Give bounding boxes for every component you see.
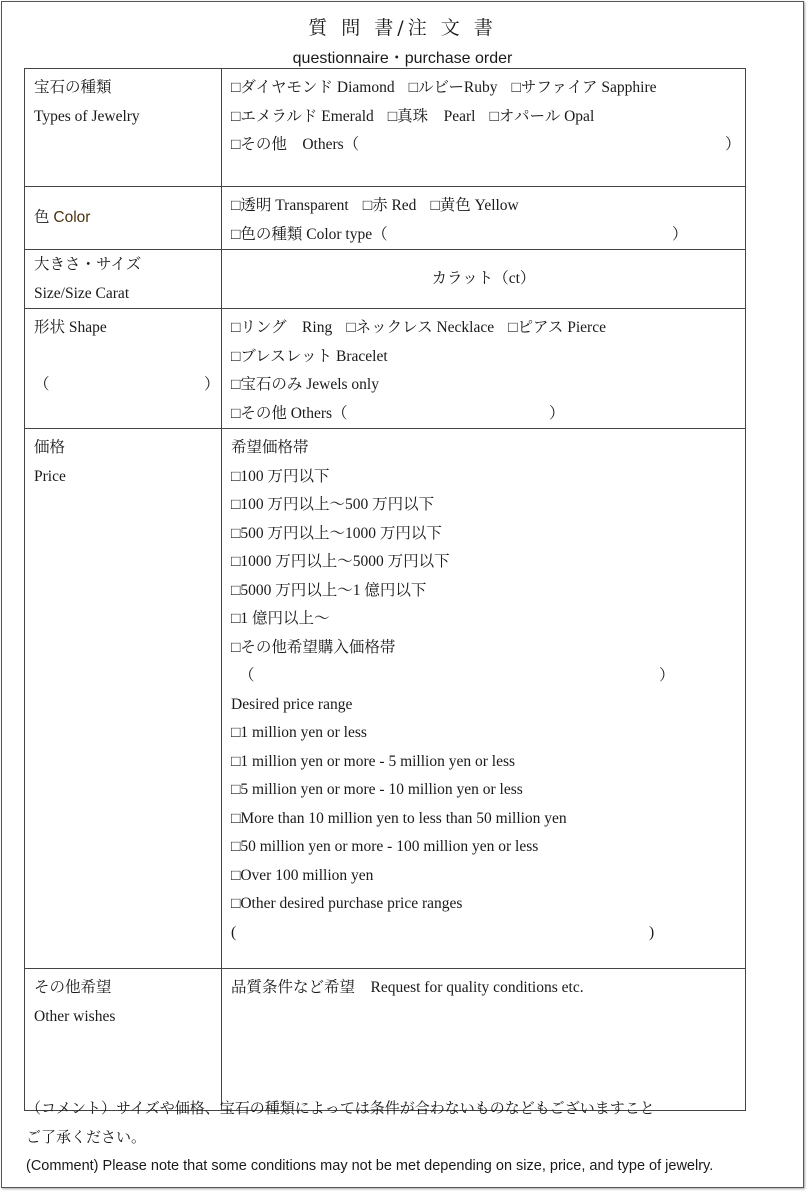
price-en-close-paren: ) <box>649 923 655 941</box>
option-pierce[interactable]: □ピアス Pierce <box>508 319 606 336</box>
price-jp-option[interactable]: □100 万円以下 <box>231 467 330 485</box>
size-label-en: Size/Size Carat <box>34 284 130 302</box>
price-en-option[interactable]: □More than 10 million yen to less than 50 million yen <box>231 809 567 827</box>
color-options-cell <box>222 187 746 250</box>
price-jp-option-other[interactable]: □その他希望購入価格帯 <box>231 638 396 656</box>
price-en-heading: Desired price range <box>231 695 353 713</box>
types-label-en: Types of Jewelry <box>34 107 140 125</box>
option-diamond[interactable]: □ダイヤモンド Diamond <box>231 79 395 96</box>
comment-footer <box>26 1094 796 1181</box>
questionnaire-page <box>1 1 804 1188</box>
price-en-option[interactable]: □5 million yen or more - 10 million yen or less <box>231 781 523 798</box>
option-emerald[interactable]: □エメラルド Emerald <box>231 107 374 125</box>
price-jp-option[interactable]: □5000 万円以上〜1 億円以下 <box>231 581 427 599</box>
other-wishes-row <box>25 969 746 1111</box>
other-label-en: Other wishes <box>34 1007 116 1025</box>
option-jewels-only[interactable]: □宝石のみ Jewels only <box>231 376 379 393</box>
price-en-option[interactable]: □1 million yen or less <box>231 724 367 741</box>
price-en-option[interactable]: □1 million yen or more - 5 million yen or less <box>231 752 516 770</box>
other-wishes-cell[interactable] <box>222 969 746 1111</box>
price-en-option-other[interactable]: □Other desired purchase price ranges <box>231 895 463 912</box>
shape-label-open-paren: （ <box>34 376 50 393</box>
price-en-option[interactable]: □50 million yen or more - 100 million yen or less <box>231 838 539 855</box>
option-color-type[interactable]: □色の種類 Color type（ <box>231 225 388 243</box>
option-pearl[interactable]: □真珠 Pearl <box>387 107 476 125</box>
color-label-cell <box>25 187 222 250</box>
option-ruby[interactable]: □ルビーRuby <box>408 79 498 96</box>
shape-label-close-paren: ） <box>204 376 220 393</box>
price-jp-option[interactable]: □500 万円以上〜1000 万円以下 <box>231 524 442 542</box>
comment-en: (Comment) Please note that some conditions may not be met depending on size, price, and type of jewelry. <box>26 1158 714 1174</box>
price-options-cell <box>222 429 746 969</box>
shape-options-cell <box>222 309 746 429</box>
size-label-cell <box>25 250 222 309</box>
price-en-option[interactable]: □Over 100 million yen <box>231 866 374 884</box>
price-jp-option[interactable]: □1 億円以上〜 <box>231 610 330 627</box>
types-row <box>25 69 746 187</box>
shape-label-cell <box>25 309 222 429</box>
price-label-cell <box>25 429 222 969</box>
shape-row <box>25 309 746 429</box>
option-shape-others[interactable]: □その他 Others（ <box>231 404 348 422</box>
price-en-open-paren: ( <box>231 923 237 941</box>
price-jp-close-paren: ） <box>659 667 675 684</box>
color-type-close-paren: ） <box>672 225 688 243</box>
price-jp-option[interactable]: □100 万円以上〜500 万円以下 <box>231 496 435 513</box>
color-label-jp: 色 <box>34 208 50 226</box>
price-jp-open-paren: （ <box>239 667 255 684</box>
size-row <box>25 250 746 309</box>
comment-jp-line-2: ご了承ください。 <box>26 1128 147 1146</box>
option-red[interactable]: □赤 Red <box>362 197 417 214</box>
types-label-cell <box>25 69 222 187</box>
size-carat-unit: カラット（ct） <box>431 269 536 287</box>
shape-others-close-paren: ） <box>549 404 565 422</box>
color-row <box>25 187 746 250</box>
option-bracelet[interactable]: □ブレスレット Bracelet <box>231 347 388 365</box>
price-jp-option[interactable]: □1000 万円以上〜5000 万円以下 <box>231 553 450 570</box>
option-transparent[interactable]: □透明 Transparent <box>231 197 349 214</box>
size-value-cell[interactable] <box>222 250 746 309</box>
quality-conditions-request: 品質条件など希望 Request for quality conditions etc. <box>231 979 584 996</box>
types-options-cell <box>222 69 746 187</box>
types-others-close-paren: ） <box>725 136 741 153</box>
color-label-en: Color <box>53 208 91 226</box>
option-sapphire[interactable]: □サファイア Sapphire <box>511 79 657 96</box>
types-label-jp: 宝石の種類 <box>34 79 112 96</box>
option-opal[interactable]: □オパール Opal <box>489 107 595 125</box>
price-label-en: Price <box>34 467 66 485</box>
option-ring[interactable]: □リング Ring <box>231 319 333 336</box>
comment-jp-line-1: （コメント）サイズや価格、宝石の種類によっては条件が合わないものなどもございますこと <box>26 1099 655 1117</box>
shape-label: 形状 Shape <box>34 319 107 336</box>
size-label-jp: 大きさ・サイズ <box>34 256 142 273</box>
page-title: 質 問 書/注 文 書 <box>308 17 497 39</box>
price-row <box>25 429 746 969</box>
option-necklace[interactable]: □ネックレス Necklace <box>346 319 495 336</box>
order-form-table <box>24 68 746 1111</box>
other-label-cell <box>25 969 222 1111</box>
price-jp-heading: 希望価格帯 <box>231 439 309 456</box>
other-label-jp: その他希望 <box>34 979 112 996</box>
option-yellow[interactable]: □黄色 Yellow <box>430 197 519 214</box>
price-label-jp: 価格 <box>34 439 66 456</box>
page-subtitle: questionnaire・purchase order <box>292 50 513 67</box>
option-types-others[interactable]: □その他 Others（ <box>231 136 360 153</box>
